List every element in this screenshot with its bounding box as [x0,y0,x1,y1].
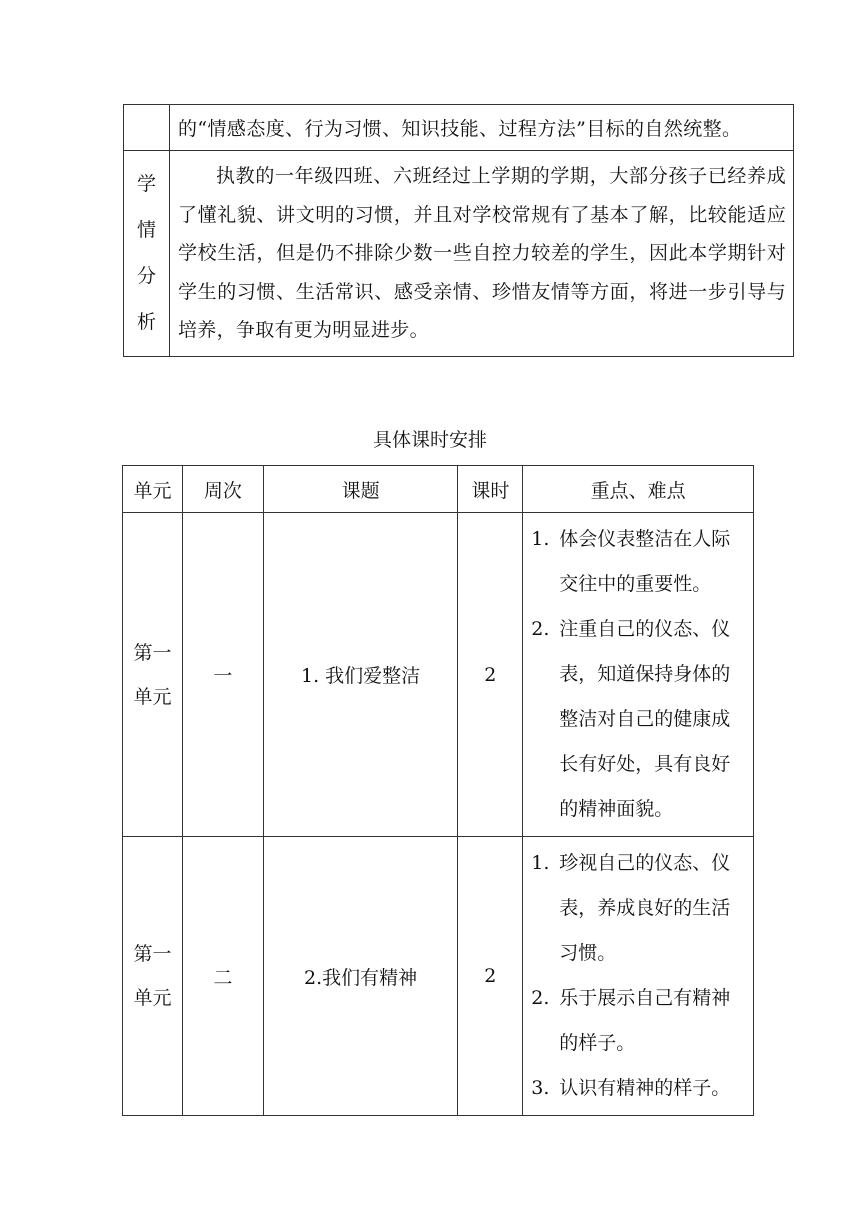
item-number: 2. [531,618,550,640]
label-char: 析 [136,311,156,334]
unit-cell [123,837,183,1116]
list-item [531,1066,747,1111]
label-char: 分 [136,265,156,288]
header-topic: 课题 [263,466,458,513]
list-item [531,841,747,976]
analysis-paragraph: 执教的一年级四班、六班经过上学期的学期，大部分孩子已经养成了懂礼貌、讲文明的习惯，并且对学校常规有了基本了解，比较能适应学校生活，但是仍不排除少数一些自控力较差的学生，因此本学期针对学生的习惯、生活常识、感受亲情、珍惜友情等方面，将进一步引导与培养，争取有更为明显进步。 [178,165,786,341]
header-key-points: 重点、难点 [523,466,754,513]
item-number: 3. [531,1077,550,1099]
table-row [123,513,754,837]
empty-label-cell [124,105,170,151]
header-hours: 课时 [458,466,523,513]
table-row [123,837,754,1116]
key-points-list [523,837,753,1115]
continued-text: 的“情感态度、行为习惯、知识技能、过程方法”目标的自然统整。 [178,118,742,140]
week-cell: 一 [182,513,263,837]
list-item [531,976,747,1066]
item-text: 注重自己的仪态、仪表，知道保持身体的整洁对自己的健康成长有好处，具有良好的精神面貌。 [559,618,731,820]
item-text: 乐于展示自己有精神的样子。 [559,987,731,1054]
unit-line: 第一 [133,641,172,664]
week-cell: 二 [182,837,263,1116]
item-number: 1. [531,528,550,550]
list-item [531,607,747,832]
header-unit: 单元 [123,466,183,513]
list-item [531,517,747,607]
table-row [124,151,794,357]
item-number: 2. [531,987,550,1009]
item-number: 1. [531,852,550,874]
unit-cell [123,513,183,837]
key-points-cell [523,837,754,1116]
topic-cell: 1. 我们爱整洁 [263,513,458,837]
header-week: 周次 [182,466,263,513]
label-char: 学 [136,173,156,196]
unit-line: 单元 [133,685,172,708]
table-row [124,105,794,151]
header-row [123,466,754,513]
label-char: 情 [136,219,156,242]
analysis-label-cell [124,151,170,357]
item-text: 体会仪表整洁在人际交往中的重要性。 [559,528,731,595]
continued-text-cell [170,105,794,151]
unit-line: 单元 [133,987,172,1009]
schedule-table [122,465,754,1116]
analysis-content-cell [170,151,794,357]
vertical-label [124,161,169,345]
hours-cell: 2 [458,837,523,1116]
unit-line: 第一 [133,943,172,965]
key-points-cell [523,513,754,837]
item-text: 珍视自己的仪态、仪表，养成良好的生活习惯。 [559,852,731,964]
key-points-list [523,513,753,836]
item-text: 认识有精神的样子。 [559,1077,731,1099]
topic-cell: 2.我们有精神 [263,837,458,1116]
learning-analysis-table [123,104,794,357]
schedule-caption: 具体课时安排 [372,429,487,451]
hours-cell: 2 [458,513,523,837]
